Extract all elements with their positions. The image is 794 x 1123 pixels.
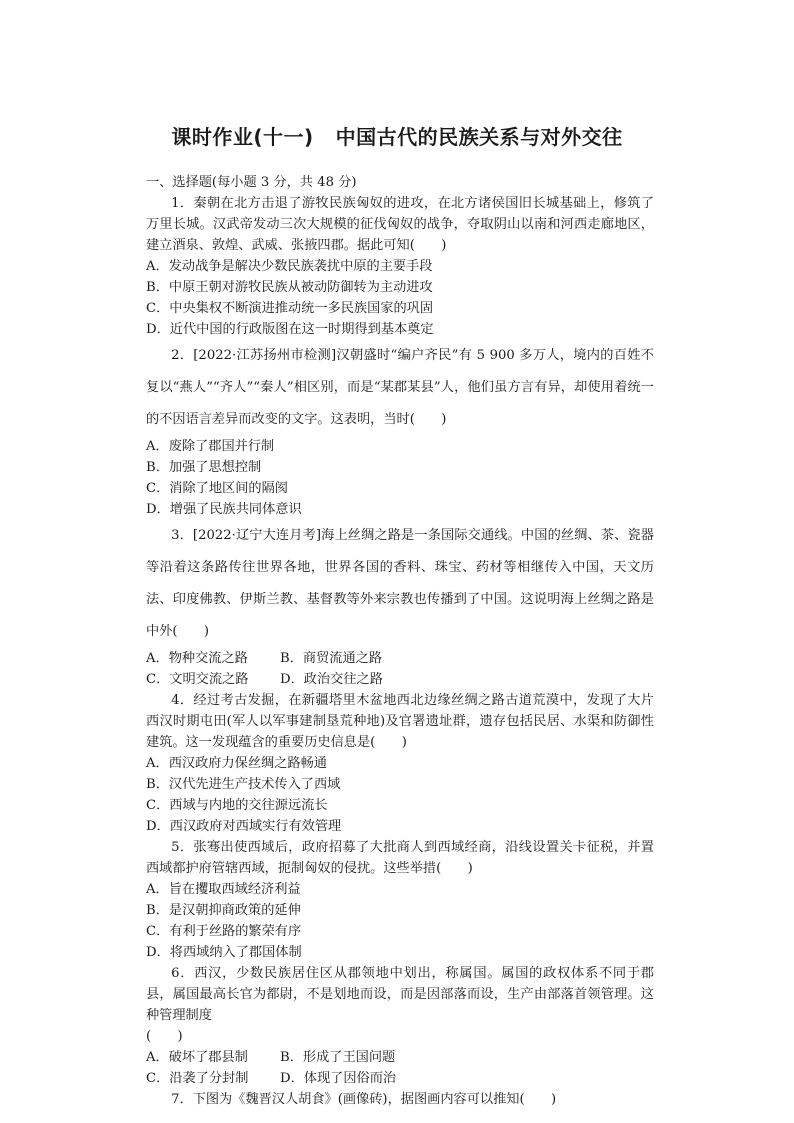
question-6-stem: 6．西汉，少数民族居住区从郡领地中划出，称属国。属国的政权体系不同于郡县，属国最高长官为都尉，不是划地而设，而是因部落而设，生产由部落首领管理。这种管理制度	[146, 966, 654, 1023]
question-5-option-b[interactable]: B．是汉朝抑商政策的延伸	[146, 903, 301, 918]
question-5-option-d[interactable]: D．将西域纳入了郡国体制	[146, 945, 302, 960]
question-1-option-d[interactable]: D．近代中国的行政版图在这一时期得到基本奠定	[146, 322, 434, 337]
question-3-option-b[interactable]: B．商贸流通之路	[280, 651, 383, 666]
question-4-option-c[interactable]: C．西域与内地的交往源远流长	[146, 798, 328, 813]
question-2-option-a[interactable]: A．废除了郡国并行制	[146, 439, 275, 454]
question-3-option-d[interactable]: D．政治交往之路	[280, 672, 383, 687]
question-5-option-c[interactable]: C．有利于丝路的繁荣有序	[146, 924, 302, 939]
title-right: 中国古代的民族关系与对外交往	[335, 125, 623, 149]
question-5-stem: 5．张骞出使西域后，政府招募了大批商人到西域经商，沿线设置关卡征税，并置西域都护府管辖西域，扼制匈奴的侵扰。这些举措( )	[146, 840, 654, 876]
question-6-options-ab	[146, 1047, 654, 1068]
question-6-option-b[interactable]: B．形成了王国问题	[280, 1050, 396, 1065]
question-7-stem: 7．下图为《魏晋汉人胡食》(画像砖)，据图画内容可以推知( )	[171, 1092, 557, 1107]
question-2-option-d[interactable]: D．增强了民族共同体意识	[146, 502, 302, 517]
question-6-option-a[interactable]: A．破坏了郡县制	[146, 1050, 248, 1065]
question-5-option-a[interactable]: A．旨在攫取西域经济利益	[146, 882, 301, 897]
title-left: 课时作业(十一)	[171, 125, 314, 149]
question-6-option-c[interactable]: C．沿袭了分封制	[146, 1071, 249, 1086]
question-6-option-d[interactable]: D．体现了因俗而治	[280, 1071, 397, 1086]
page-title	[0, 121, 794, 150]
question-6-options-cd	[146, 1068, 654, 1089]
question-6-answer-blank: ( )	[146, 1029, 183, 1044]
question-1-option-c[interactable]: C．中央集权不断演进推动统一多民族国家的巩固	[146, 301, 434, 316]
question-1-option-b[interactable]: B．中原王朝对游牧民族从被动防御转为主动进攻	[146, 280, 433, 295]
question-3-option-a[interactable]: A．物种交流之路	[146, 651, 248, 666]
question-2-stem: 2．[2022·江苏扬州市检测]汉朝盛时“编户齐民”有 5 900 多万人，境内的百姓不复以“燕人”“齐人”“秦人”相区别，而是“某郡某县”人，他们虽方言有异，却使用着统一的不因语言差异而改变的文字。这表明，当时( )	[146, 348, 654, 427]
question-4-option-d[interactable]: D．西汉政府对西域实行有效管理	[146, 819, 342, 834]
question-3-option-c[interactable]: C．文明交流之路	[146, 672, 249, 687]
question-list	[146, 172, 654, 1110]
section-heading: 一、选择题(每小题 3 分，共 48 分)	[146, 175, 357, 190]
question-4-option-b[interactable]: B．汉代先进生产技术传入了西域	[146, 777, 341, 792]
question-3-options-ab	[146, 648, 654, 669]
question-2-option-b[interactable]: B．加强了思想控制	[146, 460, 262, 475]
question-1-option-a[interactable]: A．发动战争是解决少数民族袭扰中原的主要手段	[146, 259, 433, 274]
question-4-stem: 4．经过考古发掘，在新疆塔里木盆地西北边缘丝绸之路古道荒漠中，发现了大片西汉时期屯田(军人以军事建制垦荒种地)及官署遗址群，遗存包括民居、水渠和防御性建筑。这一发现蕴含的重要历史信息是( )	[146, 693, 654, 750]
question-3-stem: 3．[2022·辽宁大连月考]海上丝绸之路是一条国际交通线。中国的丝绸、茶、瓷器等沿着这条路传往世界各地，世界各国的香料、珠宝、药材等相继传入中国，天文历法、印度佛教、伊斯兰教、基督教等外来宗教也传播到了中国。这说明海上丝绸之路是中外( )	[146, 528, 654, 639]
question-4-option-a[interactable]: A．西汉政府力保丝绸之路畅通	[146, 756, 327, 771]
question-2-option-c[interactable]: C．消除了地区间的隔阂	[146, 481, 288, 496]
question-3-options-cd	[146, 669, 654, 690]
question-1-stem: 1．秦朝在北方击退了游牧民族匈奴的进攻，在北方诸侯国旧长城基础上，修筑了万里长城。汉武帝发动三次大规模的征伐匈奴的战争，夺取阴山以南和河西走廊地区，建立酒泉、敦煌、武威、张掖四郡。据此可知( )	[146, 196, 654, 253]
